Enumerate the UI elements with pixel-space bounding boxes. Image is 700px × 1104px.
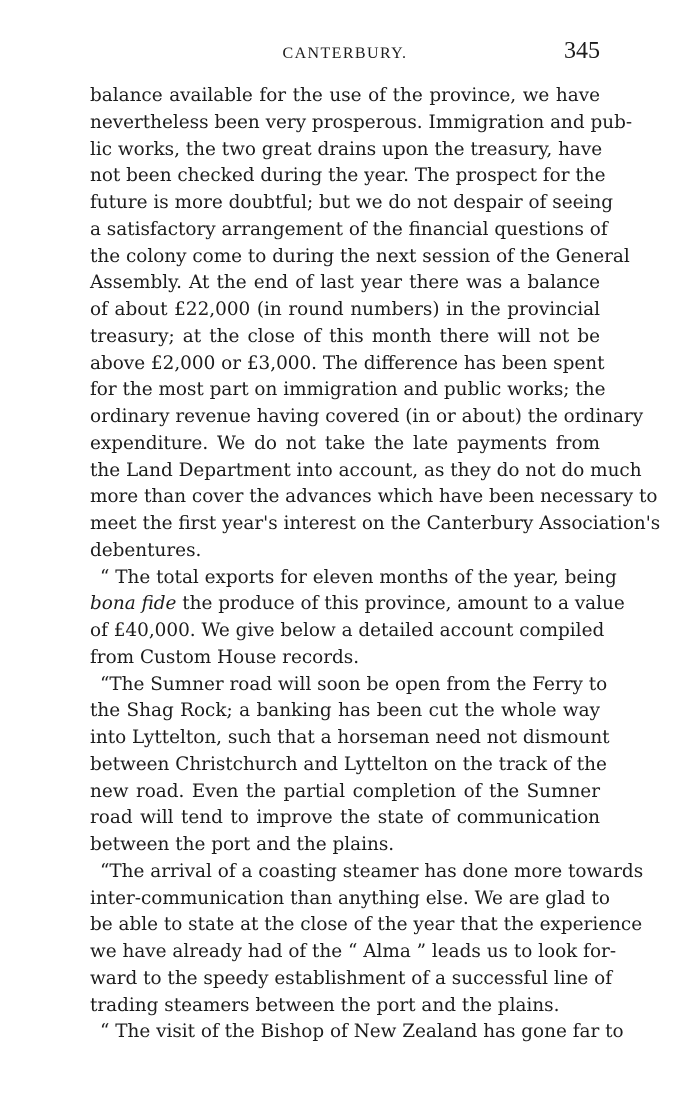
text-line: from Custom House records. [90, 646, 360, 668]
text-line: “ The total exports for eleven months of the year, being [100, 566, 617, 588]
running-title: CANTERBURY. [282, 45, 408, 62]
text-line: of £40,000. We give below a detailed account compiled [90, 620, 605, 641]
italic-phrase: bona fide [90, 593, 177, 615]
text-line: above £2,000 or £3,000. The difference has been spent [90, 352, 605, 374]
text-line: of about £22,000 (in round numbers) in the provincial [90, 299, 600, 320]
text-line: “The arrival of a coasting steamer has done more towards [100, 860, 644, 882]
text-line: between the port and the plains. [90, 834, 395, 855]
text-line-remainder: the produce of this province, amount to a value [182, 593, 625, 615]
text-line: “The Sumner road will soon be open from the Ferry to [100, 673, 608, 695]
text-line: new road. Even the partial completion of the Sumner [90, 780, 600, 802]
text-line: treasury; at the close of this month there will not be [90, 325, 600, 347]
text-line: the Land Department into account, as they do not do much [90, 459, 642, 481]
text-line: nevertheless been very prosperous. Immigration and pub- [90, 111, 633, 133]
body-text [90, 83, 661, 1046]
text-line: we have already had of the “ Alma ” leads us to look for- [90, 941, 617, 962]
text-line: between Christchurch and Lyttelton on the track of the [90, 753, 607, 775]
text-line: ordinary revenue having covered (in or about) the ordinary [90, 406, 644, 427]
text-line: the Shag Rock; a banking has been cut the whole way [90, 700, 600, 722]
text-line: meet the first year's interest on the Canterbury Association's [90, 513, 661, 534]
text-line: a satisfactory arrangement of the financial questions of [90, 218, 608, 240]
text-line: balance available for the use of the province, we have [90, 85, 600, 106]
text-line: the colony come to during the next session of the General [90, 245, 630, 267]
text-line: future is more doubtful; but we do not despair of seeing [90, 192, 613, 213]
text-line: ward to the speedy establishment of a successful line of [90, 967, 613, 989]
text-line: lic works, the two great drains upon the treasury, have [90, 138, 603, 160]
text-line: more than cover the advances which have been necessary to [90, 486, 658, 508]
text-line: inter-communication than anything else. We are glad to [90, 887, 610, 909]
text-line: trading steamers between the port and the plains. [90, 994, 560, 1016]
text-line: expenditure. We do not take the late payments from [90, 432, 600, 454]
text-line: debentures. [90, 539, 202, 561]
text-line: for the most part on immigration and public works; the [90, 379, 606, 401]
page-number: 345 [564, 38, 600, 64]
text-line: road will tend to improve the state of communication [90, 807, 600, 829]
text-line: Assembly. At the end of last year there was a balance [90, 272, 600, 294]
text-line: into Lyttelton, such that a horseman need not dismount [90, 727, 610, 748]
book-page [90, 0, 661, 1104]
text-line: be able to state at the close of the year that the experience [90, 914, 643, 936]
text-line: not been checked during the year. The prospect for the [90, 165, 606, 187]
running-head [90, 34, 600, 74]
text-line-with-italic [90, 591, 625, 618]
text-line: “ The visit of the Bishop of New Zealand has gone far to [100, 1021, 624, 1043]
